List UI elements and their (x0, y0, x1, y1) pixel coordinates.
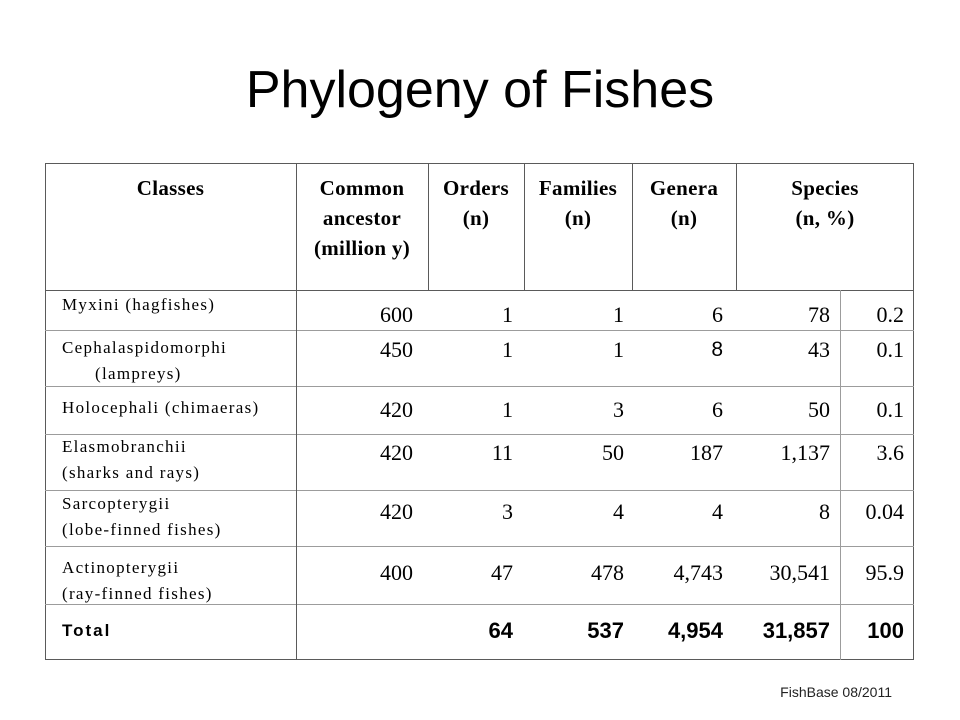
cell-species-percent: 0.2 (876, 302, 904, 327)
cell-class: Myxini (hagfishes) (62, 295, 216, 314)
cell-total-families: 537 (587, 618, 624, 643)
cell-species-count: 50 (808, 397, 830, 422)
header-classes: Classes (136, 176, 205, 200)
cell-species-count: 8 (819, 499, 830, 524)
table-row (45, 290, 914, 330)
cell-common-ancestor: 400 (380, 560, 413, 585)
cell-species-percent: 95.9 (865, 560, 904, 585)
cell-class: Elasmobranchii (sharks and rays) (62, 437, 201, 482)
cell-common-ancestor: 420 (380, 440, 413, 465)
cell-families: 3 (613, 397, 624, 422)
cell-species-percent: 0.04 (865, 499, 904, 524)
cell-families: 478 (591, 560, 624, 585)
cell-genera: 4,743 (673, 560, 723, 585)
header-genera: Genera (n) (649, 176, 719, 230)
cell-common-ancestor: 600 (380, 302, 413, 327)
cell-genera: 6 (712, 302, 723, 327)
cell-families: 50 (602, 440, 624, 465)
cell-orders: 1 (502, 397, 513, 422)
cell-genera: 187 (690, 440, 723, 465)
table-row (45, 490, 914, 546)
cell-species-percent: 0.1 (876, 337, 904, 362)
cell-total-label: Total (62, 621, 112, 640)
cell-total-species-percent: 100 (867, 618, 904, 643)
cell-genera: 6 (712, 397, 723, 422)
cell-orders: 1 (502, 302, 513, 327)
cell-orders: 1 (502, 337, 513, 362)
cell-total-genera: 4,954 (667, 618, 723, 643)
table-total-row (45, 604, 914, 660)
header-species: Species (n, %) (791, 176, 859, 230)
cell-genera: 4 (712, 499, 723, 524)
cell-families: 1 (613, 302, 624, 327)
cell-class: Holocephali (chimaeras) (62, 398, 260, 417)
header-orders: Orders (n) (443, 176, 509, 230)
cell-class: Cephalaspidomorphi (lampreys) (62, 338, 228, 383)
cell-common-ancestor: 450 (380, 337, 413, 362)
cell-species-count: 78 (808, 302, 830, 327)
cell-families: 4 (613, 499, 624, 524)
header-families: Families (n) (538, 176, 618, 230)
cell-common-ancestor: 420 (380, 499, 413, 524)
source-note: FishBase 08/2011 (780, 684, 892, 700)
cell-species-count: 43 (808, 337, 830, 362)
cell-genera: 8 (711, 338, 723, 361)
table-row (45, 546, 914, 604)
fish-classes-table (45, 163, 914, 660)
header-common-ancestor: Common ancestor (million y) (313, 176, 411, 260)
cell-common-ancestor: 420 (380, 397, 413, 422)
table-row (45, 386, 914, 434)
cell-species-count: 30,541 (769, 560, 830, 585)
cell-orders: 47 (491, 560, 513, 585)
slide-title: Phylogeny of Fishes (245, 61, 715, 119)
cell-orders: 3 (502, 499, 513, 524)
cell-total-orders: 64 (488, 618, 513, 643)
cell-class: Sarcopterygii (lobe-finned fishes) (62, 494, 222, 539)
table-row (45, 330, 914, 386)
cell-class: Actinopterygii (ray-finned fishes) (62, 558, 213, 603)
cell-species-count: 1,137 (780, 440, 830, 465)
cell-families: 1 (613, 337, 624, 362)
cell-species-percent: 0.1 (876, 397, 904, 422)
cell-orders: 11 (491, 440, 513, 465)
table-row (45, 434, 914, 490)
cell-species-percent: 3.6 (876, 440, 904, 465)
cell-total-species-count: 31,857 (762, 618, 830, 643)
